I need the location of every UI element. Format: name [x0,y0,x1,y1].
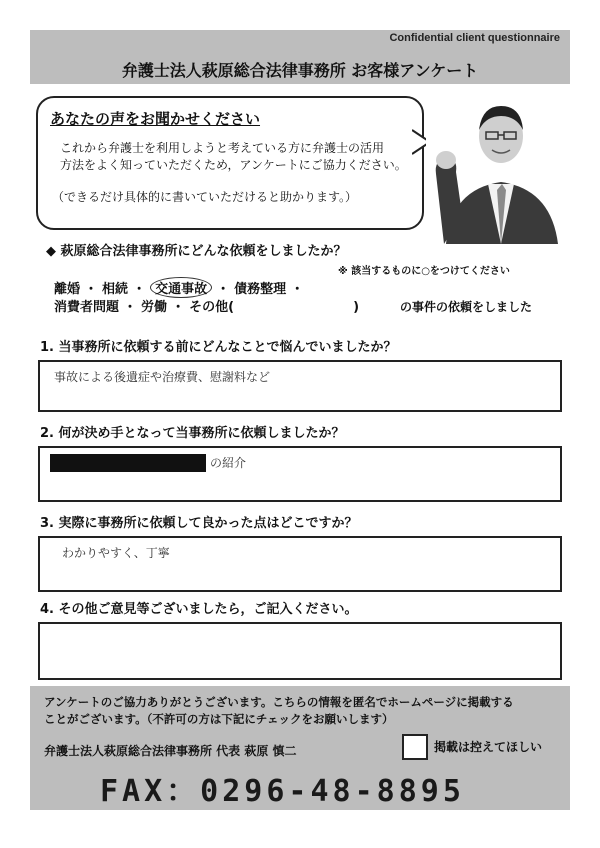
question-3-answer: わかりやすく、丁寧 [62,546,170,560]
request-circled-item: 交通事故 [150,277,212,298]
footer-notice-line-1: アンケートのご協力ありがとうございます。こちらの情報を匿名でホームページに掲載する [44,695,514,709]
question-1-answer-box[interactable] [38,360,562,412]
request-row2-items: 消費者問題 ・ 労働 ・ その他( [54,300,235,315]
request-row1-items: 離婚 ・ 相続 ・ [54,282,146,297]
question-4-answer-box[interactable] [38,622,562,680]
question-2-label: 2. 何が決め手となって当事務所に依頼しましたか？ [40,426,345,441]
question-3-label: 3. 実際に事務所に依頼して良かった点はどこですか？ [40,516,358,531]
question-2-answer-box[interactable] [38,446,562,502]
request-row2-close: ) [353,300,360,315]
question-4-label: 4. その他ご意見等ございましたら，ご記入ください。 [40,602,358,617]
redaction-bar [50,454,206,472]
request-row1-rest: ・ 債務整理 ・ [216,282,304,297]
bubble-line-2: 方法をよく知っていただくため，アンケートにご協力ください。 [60,158,407,172]
fax-number: FAX：0296-48-8895 [100,774,465,809]
lawyer-photo [426,94,576,244]
footer-band [30,686,570,810]
header-title: 弁護士法人萩原総合法律事務所 お客様アンケート [121,61,479,80]
question-3-answer-box[interactable] [38,536,562,592]
bubble-note: （できるだけ具体的に書いていただけると助かります。） [52,190,358,204]
question-1-answer: 事故による後遺症や治療費、慰謝料など [54,370,271,384]
bubble-line-1: これから弁護士を利用しようと考えている方に弁護士の活用 [60,141,385,155]
no-publish-checkbox[interactable] [402,734,428,760]
request-row-2 [54,296,359,315]
request-hint: ※ 該当するものに○をつけてください [338,266,510,277]
bubble-body [60,140,420,174]
bubble-title: あなたの声をお聞かせください [50,110,261,128]
question-1-label: 1. 当事務所に依頼する前にどんなことで悩んでいましたか？ [40,340,397,355]
request-question: ◆ 萩原総合法律事務所にどんな依頼をしましたか？ [46,244,347,259]
request-row-1 [54,277,304,298]
footer-notice [44,694,564,728]
no-publish-label: 掲載は控えてほしい [434,740,543,754]
footer-firm: 弁護士法人萩原総合法律事務所 代表 萩原 慎二 [44,744,297,758]
header-subtitle: Confidential client questionnaire [389,32,560,44]
header-band [30,30,570,84]
footer-notice-line-2: ことがございます。（不許可の方は下記にチェックをお願いします） [44,712,394,726]
speech-bubble [36,96,424,230]
request-suffix: の事件の依頼をしました [400,300,533,314]
question-2-answer: の紹介 [210,456,247,470]
